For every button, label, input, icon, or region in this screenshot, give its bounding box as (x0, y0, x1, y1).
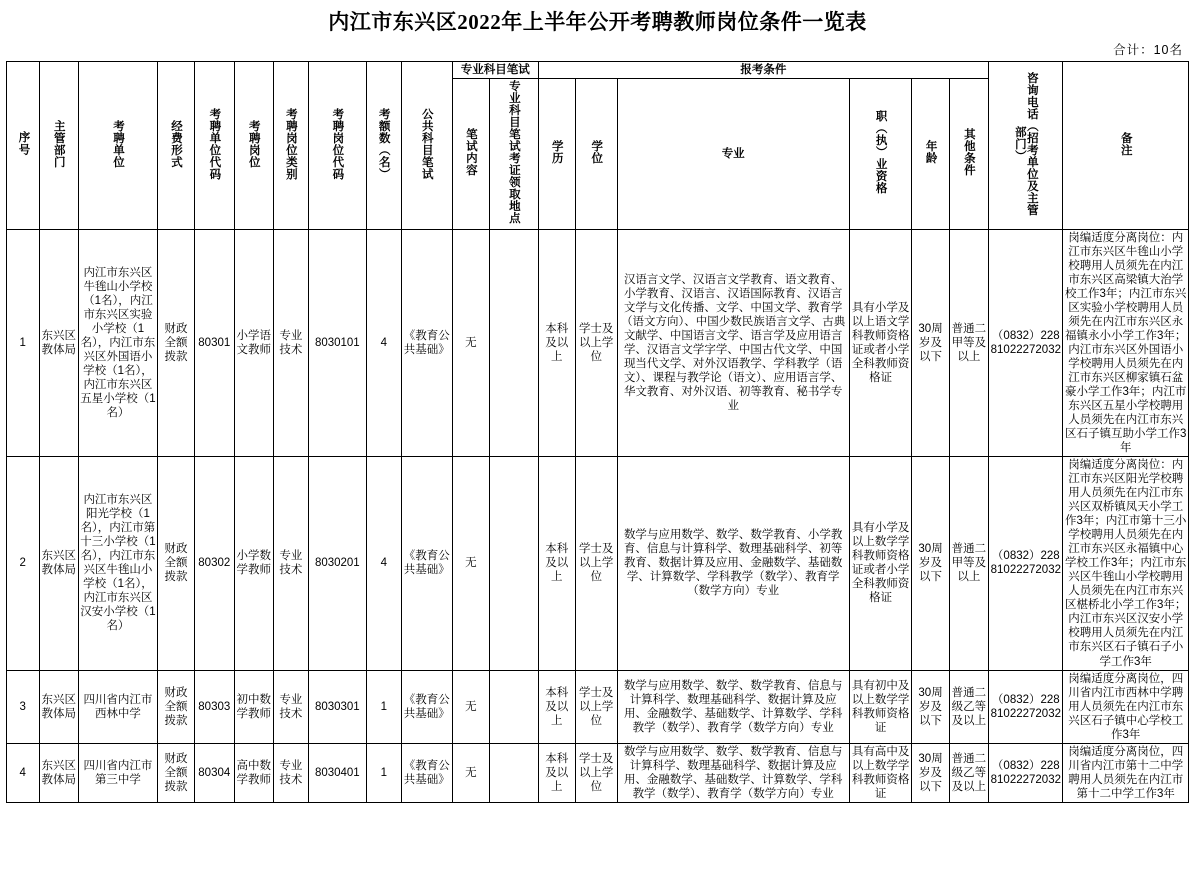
cell-qualification: 具有高中及以上数学学科教师资格证 (849, 743, 912, 802)
cell-major: 数学与应用数学、数学、数学教育、信息与计算科学、数理基础科学、数据计算及应用、金融数学、基础数学、计算数学、学科教学（数学）、教育学（数学方向）专业 (617, 743, 849, 802)
cell-degree: 学士及以上学位 (575, 457, 617, 670)
cell-other: 普通二级乙等及以上 (949, 670, 989, 743)
cell-quota: 1 (366, 670, 401, 743)
th-authority: 主管部门 (39, 62, 78, 230)
cell-post-code: 8030201 (308, 457, 366, 670)
cell-unit-code: 80302 (195, 457, 234, 670)
cell-degree: 学士及以上学位 (575, 743, 617, 802)
cell-post-category: 专业技术 (273, 743, 308, 802)
table-header-row-1 (7, 62, 1189, 79)
cell-quota: 4 (366, 457, 401, 670)
cell-other: 普通二甲等及以上 (949, 230, 989, 457)
th-apply-group: 报考条件 (538, 62, 989, 79)
cell-written-content: 无 (452, 457, 489, 670)
cell-authority: 东兴区教体局 (39, 457, 78, 670)
cell-education: 本科及以上 (538, 230, 575, 457)
cell-other: 普通二甲等及以上 (949, 457, 989, 670)
cell-post-category: 专业技术 (273, 457, 308, 670)
cell-written-place (489, 457, 538, 670)
cell-unit-code: 80303 (195, 670, 234, 743)
cell-public-written: 《教育公共基础》 (401, 743, 452, 802)
cell-post: 小学语文教师 (234, 230, 273, 457)
th-unit: 考聘单位 (78, 62, 157, 230)
th-age: 年龄 (912, 79, 949, 230)
cell-post: 小学数学教师 (234, 457, 273, 670)
cell-qualification: 具有小学及以上数学学科教师资格证或者小学全科教师资格证 (849, 457, 912, 670)
job-conditions-table (6, 61, 1189, 803)
cell-major: 数学与应用数学、数学、数学教育、信息与计算科学、数理基础科学、数据计算及应用、金融数学、基础数学、计算数学、学科教学（数学）、教育学（数学方向）专业 (617, 670, 849, 743)
th-degree: 学位 (575, 79, 617, 230)
cell-post-category: 专业技术 (273, 230, 308, 457)
cell-post-code: 8030401 (308, 743, 366, 802)
cell-phone: （0832）22881022272032 (989, 230, 1063, 457)
th-major: 专业 (617, 79, 849, 230)
cell-major: 数学与应用数学、数学、数学教育、小学教育、信息与计算科学、数理基础科学、初等教育、数据计算及应用、金融数学、基础数学、计算数学、学科教学（数学）、教育学（数学方向）专业 (617, 457, 849, 670)
th-written-place: 专业科目笔试考证领取地点 (489, 79, 538, 230)
cell-quota: 1 (366, 743, 401, 802)
cell-age: 30周岁及以下 (912, 230, 949, 457)
cell-unit: 内江市东兴区牛毪山小学校（1名），内江市东兴区实验小学校（1名），内江市东兴区外国语小学校（1名），内江市东兴区五星小学校（1名） (78, 230, 157, 457)
table-row (7, 743, 1189, 802)
th-other: 其他条件 (949, 79, 989, 230)
th-remark: 备注 (1063, 62, 1189, 230)
cell-funding: 财政全额拨款 (157, 230, 194, 457)
cell-post: 高中数学教师 (234, 743, 273, 802)
cell-quota: 4 (366, 230, 401, 457)
th-index: 序号 (7, 62, 40, 230)
cell-unit: 四川省内江市第三中学 (78, 743, 157, 802)
cell-phone: （0832）22881022272032 (989, 457, 1063, 670)
total-count: 合计：10名 (1113, 43, 1183, 57)
cell-public-written: 《教育公共基础》 (401, 457, 452, 670)
cell-degree: 学士及以上学位 (575, 670, 617, 743)
cell-degree: 学士及以上学位 (575, 230, 617, 457)
cell-remark: 岗编适度分离岗位：内江市东兴区牛毪山小学校聘用人员须先在内江市东兴区高梁镇大治学校工作3年；内江市东兴区实验小学校聘用人员须先在内江市东兴区永福镇永小小学工作3年；内江市东兴区外国语小学校聘用人员须先在内江市东兴区柳家镇石盆豪小学工作3年；内江市东兴区五星小学校聘用人员须先在内江市东兴区石子镇互助小学工作3年 (1063, 230, 1189, 457)
table-row (7, 670, 1189, 743)
th-post-category: 考聘岗位类别 (273, 62, 308, 230)
cell-other: 普通二级乙等及以上 (949, 743, 989, 802)
cell-major: 汉语言文学、汉语言文学教育、语文教育、小学教育、汉语言、汉语国际教育、汉语言文学与文化传播、文学、中国文学、教育学（语文方向）、中国少数民族语言文学、古典文献学、中国语言文学、语言学及应用语言学、汉语言文学字学、中国古代文学、中国现当代文学、对外汉语教学、学科教学（语文）、课程与教学论（语文）、应用语言学、华文教育、对外汉语、初等教育、秘书学专业 (617, 230, 849, 457)
cell-funding: 财政全额拨款 (157, 670, 194, 743)
cell-written-content: 无 (452, 743, 489, 802)
cell-written-place (489, 670, 538, 743)
cell-education: 本科及以上 (538, 457, 575, 670)
cell-qualification: 具有小学及以上语文学科教师资格证或者小学全科教师资格证 (849, 230, 912, 457)
cell-unit-code: 80301 (195, 230, 234, 457)
cell-education: 本科及以上 (538, 743, 575, 802)
cell-public-written: 《教育公共基础》 (401, 230, 452, 457)
cell-funding: 财政全额拨款 (157, 743, 194, 802)
th-unit-code: 考聘单位代码 (195, 62, 234, 230)
cell-written-content: 无 (452, 230, 489, 457)
th-post-code: 考聘岗位代码 (308, 62, 366, 230)
cell-authority: 东兴区教体局 (39, 670, 78, 743)
th-funding: 经费形式 (157, 62, 194, 230)
th-major-written-group: 专业科目笔试 (452, 62, 538, 79)
table-row (7, 457, 1189, 670)
th-phone: 咨询电话（招考单位及主管部门） (989, 62, 1063, 230)
cell-written-place (489, 743, 538, 802)
cell-authority: 东兴区教体局 (39, 230, 78, 457)
cell-age: 30周岁及以下 (912, 457, 949, 670)
cell-phone: （0832）22881022272032 (989, 743, 1063, 802)
cell-remark: 岗编适度分离岗位，四川省内江市西林中学聘用人员须先在内江市东兴区石子镇中心学校工作3年 (1063, 670, 1189, 743)
cell-education: 本科及以上 (538, 670, 575, 743)
cell-post-code: 8030301 (308, 670, 366, 743)
cell-post: 初中数学教师 (234, 670, 273, 743)
cell-index: 4 (7, 743, 40, 802)
cell-written-place (489, 230, 538, 457)
page-title: 内江市东兴区2022年上半年公开考聘教师岗位条件一览表 (328, 10, 867, 34)
cell-public-written: 《教育公共基础》 (401, 670, 452, 743)
table-row (7, 230, 1189, 457)
th-public-written: 公共科目笔试 (401, 62, 452, 230)
cell-post-category: 专业技术 (273, 670, 308, 743)
cell-age: 30周岁及以下 (912, 743, 949, 802)
cell-remark: 岗编适度分离岗位，四川省内江市第十二中学聘用人员须先在内江市第十二中学工作3年 (1063, 743, 1189, 802)
th-written-content: 笔试内容 (452, 79, 489, 230)
th-quota: 考额数（名） (366, 62, 401, 230)
cell-unit: 四川省内江市西林中学 (78, 670, 157, 743)
cell-funding: 财政全额拨款 (157, 457, 194, 670)
cell-index: 1 (7, 230, 40, 457)
cell-qualification: 具有初中及以上数学学科教师资格证 (849, 670, 912, 743)
th-qualification: 职（执）业资格 (849, 79, 912, 230)
th-education: 学历 (538, 79, 575, 230)
cell-written-content: 无 (452, 670, 489, 743)
cell-unit: 内江市东兴区阳光学校（1名），内江市第十三小学校（1名），内江市东兴区牛毪山小学校（1名），内江市东兴区汉安小学校（1名） (78, 457, 157, 670)
cell-index: 3 (7, 670, 40, 743)
cell-unit-code: 80304 (195, 743, 234, 802)
cell-index: 2 (7, 457, 40, 670)
cell-age: 30周岁及以下 (912, 670, 949, 743)
cell-authority: 东兴区教体局 (39, 743, 78, 802)
cell-remark: 岗编适度分离岗位：内江市东兴区阳光学校聘用人员须先在内江市东兴区双桥镇凤天小学工作3年；内江市第十三小学校聘用人员须先在内江市东兴区永福镇中心学校工作3年；内江市东兴区牛毪山小学校聘用人员须先在内江市东兴区椹桥北小学工作3年；内江市东兴区汉安小学校聘用人员须先在内江市东兴区石子镇石子小学工作3年 (1063, 457, 1189, 670)
th-post: 考聘岗位 (234, 62, 273, 230)
cell-phone: （0832）22881022272032 (989, 670, 1063, 743)
cell-post-code: 8030101 (308, 230, 366, 457)
